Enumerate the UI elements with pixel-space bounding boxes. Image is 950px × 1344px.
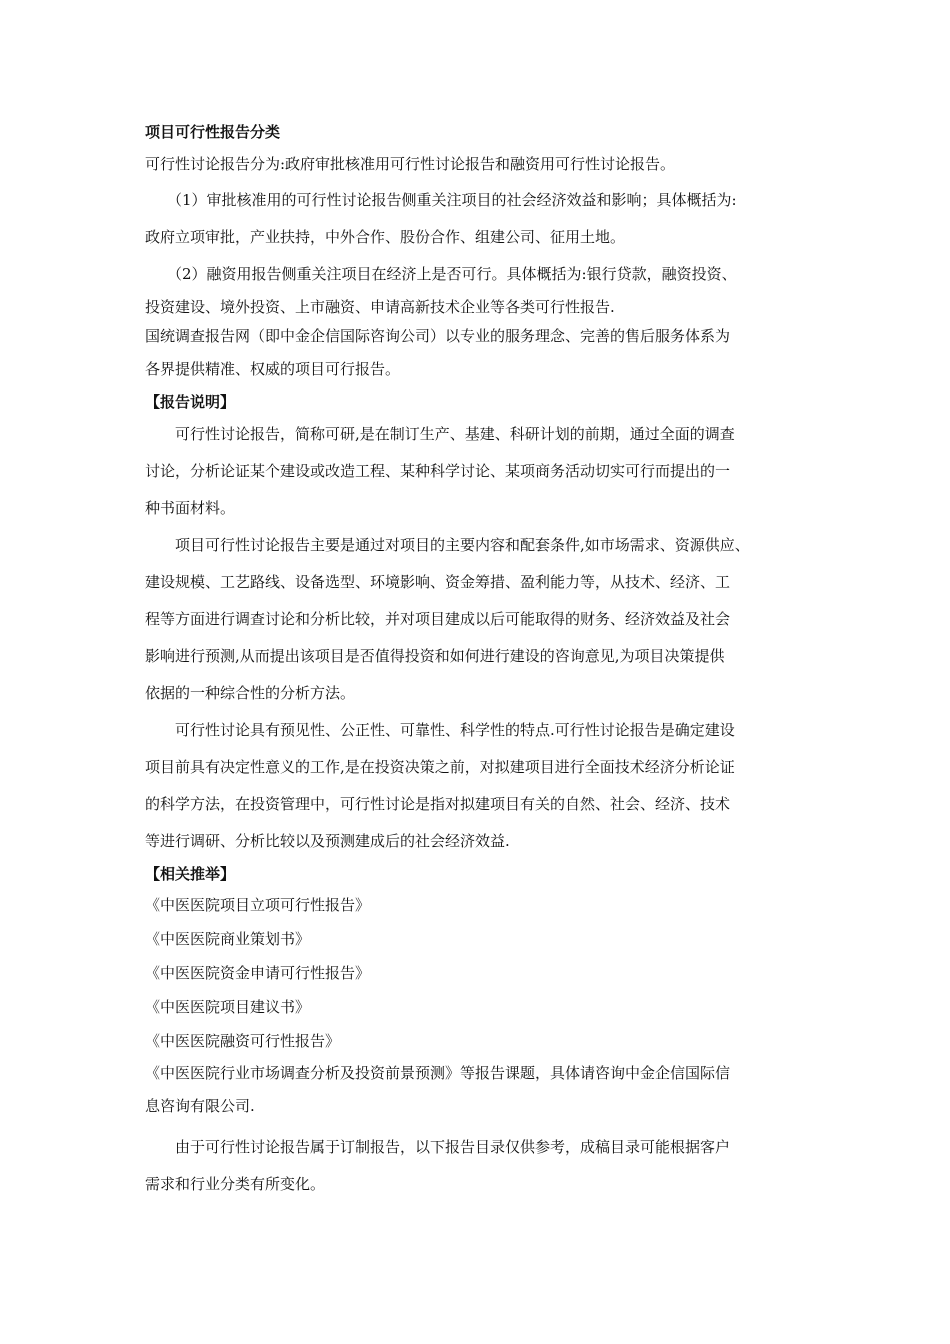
list-item: 《中医医院资金申请可行性报告》 <box>145 964 371 982</box>
text-line: 息咨询有限公司. <box>145 1097 255 1115</box>
text-line: （1）审批核准用的可行性讨论报告侧重关注项目的社会经济效益和影响；具体概括为: <box>167 191 737 209</box>
list-item: 《中医医院项目建议书》 <box>145 998 311 1016</box>
text-line: 的科学方法，在投资管理中，可行性讨论是指对拟建项目有关的自然、社会、经济、技术 <box>145 795 731 813</box>
recommendation-contact <box>145 1058 815 1125</box>
document-page <box>145 118 815 1203</box>
catalog-note <box>145 1129 815 1203</box>
text-line: 影响进行预测,从而提出该项目是否值得投资和如何进行建设的咨询意见,为项目决策提供 <box>145 647 725 665</box>
text-line: 《中医医院行业市场调查分析及投资前景预测》等报告课题，具体请咨询中金企信国际信 <box>145 1064 731 1082</box>
section-title-recommendations: 【相关推举】 <box>145 865 236 883</box>
list-item: 《中医医院项目立项可行性报告》 <box>145 896 371 914</box>
text-line: 投资建设、境外投资、上市融资、申请高新技术企业等各类可行性报告. <box>145 298 615 316</box>
description-paragraph-2 <box>145 527 815 712</box>
text-line: 程等方面进行调查讨论和分析比较，并对项目建成以后可能取得的财务、经济效益及社会 <box>145 610 731 628</box>
text-line: 依据的一种综合性的分析方法。 <box>145 684 356 702</box>
section-title-classification: 项目可行性报告分类 <box>145 123 281 141</box>
list-item: 《中医医院商业策划书》 <box>145 930 311 948</box>
text-line: 需求和行业分类有所变化。 <box>145 1175 326 1193</box>
text-line: 种书面材料。 <box>145 499 236 517</box>
list-item: 《中医医院融资可行性报告》 <box>145 1032 341 1050</box>
classification-item-2 <box>145 256 815 321</box>
text-line: 项目前具有决定性意义的工作,是在投资决策之前，对拟建项目进行全面技术经济分析论证 <box>145 758 735 776</box>
text-line: （2）融资用报告侧重关注项目在经济上是否可行。具体概括为:银行贷款，融资投资、 <box>167 265 737 283</box>
text-line: 建设规模、工艺路线、设备选型、环境影响、资金筹措、盈利能力等，从技术、经济、工 <box>145 573 731 591</box>
classification-intro: 可行性讨论报告分为:政府审批核准用可行性讨论报告和融资用可行性讨论报告。 <box>145 155 676 173</box>
company-intro <box>145 321 815 388</box>
description-paragraph-1 <box>145 416 815 527</box>
section-title-report-description: 【报告说明】 <box>145 393 236 411</box>
text-line: 政府立项审批，产业扶持，中外合作、股份合作、组建公司、征用土地。 <box>145 228 626 246</box>
recommendation-list <box>145 888 815 1058</box>
text-line: 可行性讨论报告，简称可研,是在制订生产、基建、科研计划的前期，通过全面的调查 <box>175 425 735 443</box>
text-line: 国统调查报告网（即中金企信国际咨询公司）以专业的服务理念、完善的售后服务体系为 <box>145 327 731 345</box>
text-line: 由于可行性讨论报告属于订制报告，以下报告目录仅供参考，成稿目录可能根据客户 <box>175 1138 731 1156</box>
text-line: 各界提供精准、权威的项目可行报告。 <box>145 360 401 378</box>
text-line: 等进行调研、分析比较以及预测建成后的社会经济效益. <box>145 832 510 850</box>
text-line: 可行性讨论具有预见性、公正性、可靠性、科学性的特点.可行性讨论报告是确定建设 <box>175 721 735 739</box>
text-line: 项目可行性讨论报告主要是通过对项目的主要内容和配套条件,如市场需求、资源供应、 <box>175 536 750 554</box>
description-paragraph-3 <box>145 712 815 860</box>
classification-item-1 <box>145 182 815 256</box>
text-line: 讨论，分析论证某个建设或改造工程、某种科学讨论、某项商务活动切实可行而提出的一 <box>145 462 731 480</box>
